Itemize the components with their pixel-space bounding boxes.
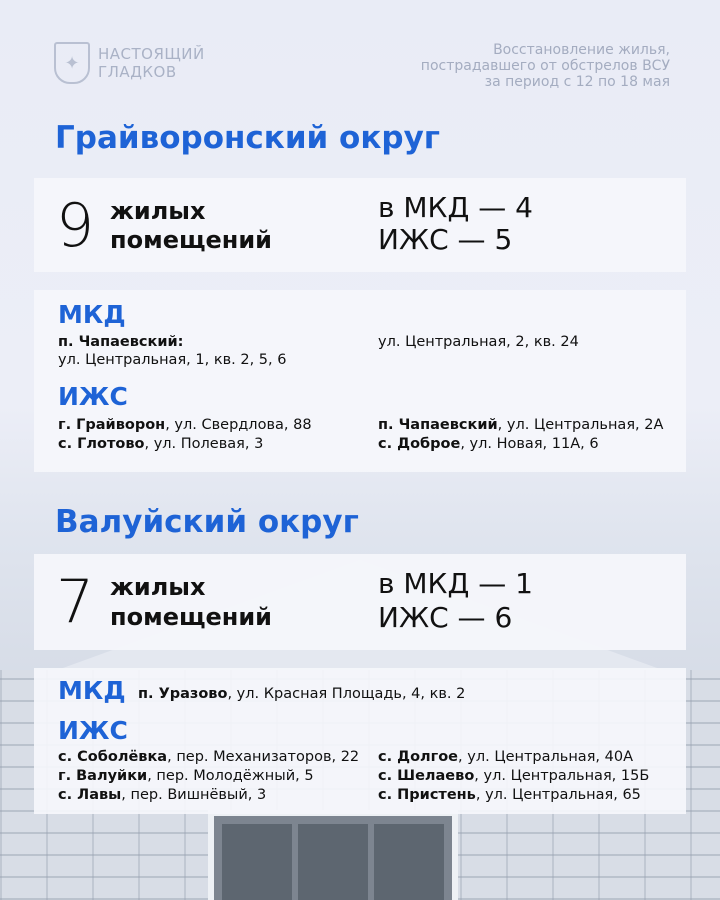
district-title-valuyki: Валуйский округ (55, 504, 359, 540)
address-place: с. Долгое (378, 749, 459, 765)
logo-line-1: НАСТОЯЩИЙ (98, 45, 205, 63)
address-place: г. Валуйки (58, 768, 148, 784)
address-place: с. Доброе (378, 436, 461, 452)
address-street: , ул. Полевая, 3 (144, 436, 264, 452)
logo (54, 42, 205, 84)
address-item (378, 435, 599, 453)
district-title-grayvoron: Грайворонский округ (55, 120, 440, 156)
window-pane (374, 824, 444, 900)
address-street: , ул. Центральная, 2А (497, 417, 664, 433)
dwelling-label-1: жилых (110, 573, 206, 601)
address-item (378, 748, 633, 766)
logo-line-2: ГЛАДКОВ (98, 63, 177, 81)
address-place: с. Глотово (58, 436, 145, 452)
caption-line-2: пострадавшего от обстрелов ВСУ (420, 58, 670, 74)
address-street: , ул. Свердлова, 88 (165, 417, 312, 433)
address-item (58, 333, 183, 351)
address-street: , ул. Новая, 11А, 6 (460, 436, 599, 452)
caption (421, 42, 670, 90)
address-street: , ул. Центральная, 65 (475, 787, 641, 803)
address-street: , ул. Красная Площадь, 4, кв. 2 (227, 686, 466, 702)
window-pane (222, 824, 292, 900)
dwelling-label-2: помещений (110, 603, 272, 631)
mkd-total: в МКД — 4 (378, 191, 533, 224)
caption-line-3: за период с 12 по 18 мая (484, 74, 670, 90)
address-item (58, 435, 263, 453)
dwelling-count: 7 (56, 567, 95, 637)
izhs-total: ИЖС — 6 (378, 601, 513, 634)
crest-icon: ✦ (54, 42, 90, 84)
izhs-section-title: ИЖС (58, 716, 128, 745)
address-street: ул. Центральная, 1, кв. 2, 5, 6 (58, 352, 287, 368)
window-pane (298, 824, 368, 900)
address-place: п. Чапаевский (378, 417, 498, 433)
address-item (58, 767, 314, 785)
mkd-section-title: МКД (58, 676, 126, 705)
summary-card-grayvoron (34, 178, 686, 272)
address-item (58, 416, 312, 434)
logo-text (98, 45, 205, 81)
header (0, 0, 720, 110)
address-place: п. Уразово (138, 686, 228, 702)
dwelling-label-1: жилых (110, 197, 206, 225)
address-street: , ул. Центральная, 15Б (474, 768, 650, 784)
address-street: , пер. Молодёжный, 5 (147, 768, 314, 784)
address-item (138, 685, 465, 703)
address-item (58, 786, 266, 804)
dwelling-label-2: помещений (110, 226, 272, 254)
address-place: с. Лавы (58, 787, 122, 803)
address-card-grayvoron (34, 290, 686, 472)
address-item (378, 333, 579, 351)
address-street: , ул. Центральная, 40А (458, 749, 634, 765)
address-item (378, 767, 649, 785)
address-card-valuyki (34, 668, 686, 814)
address-item (58, 351, 286, 369)
address-place: г. Грайворон (58, 417, 166, 433)
mkd-total: в МКД — 1 (378, 567, 533, 600)
mkd-section-title: МКД (58, 300, 126, 329)
caption-line-1: Восстановление жилья, (493, 42, 670, 58)
address-street: , пер. Механизаторов, 22 (167, 749, 360, 765)
address-place: п. Чапаевский: (58, 334, 184, 350)
summary-card-valuyki (34, 554, 686, 650)
izhs-total: ИЖС — 5 (378, 223, 513, 256)
address-item (378, 786, 641, 804)
address-place: с. Шелаево (378, 768, 475, 784)
address-street: ул. Центральная, 2, кв. 24 (378, 334, 579, 350)
house-window (208, 810, 458, 900)
izhs-section-title: ИЖС (58, 382, 128, 411)
address-item (378, 416, 663, 434)
dwelling-count: 9 (56, 191, 95, 261)
address-item (58, 748, 359, 766)
address-place: с. Соболёвка (58, 749, 168, 765)
address-street: , пер. Вишнёвый, 3 (121, 787, 267, 803)
address-place: с. Пристень (378, 787, 476, 803)
